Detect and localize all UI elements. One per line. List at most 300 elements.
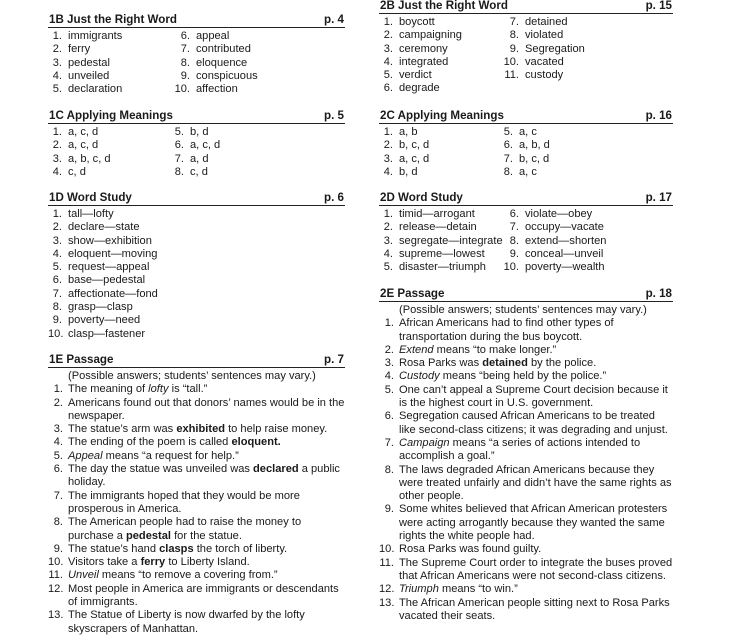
item-number: 6. <box>384 410 394 423</box>
list-item <box>48 516 345 543</box>
item-number: 5. <box>174 126 184 138</box>
item-text: Americans found out that donors’ names would be in the newspaper. <box>68 396 345 422</box>
section <box>379 190 673 274</box>
item-number: 9. <box>509 247 519 260</box>
item-number: 12. <box>379 583 395 596</box>
item-text: The statue’s arm was exhibited to help raise money. <box>68 423 328 436</box>
item-text: conspicuous <box>196 69 258 82</box>
list-item <box>379 43 462 56</box>
item-number: 8. <box>384 463 394 476</box>
item-text: The African American people sitting next to Rosa Parks vacated their seats. <box>399 596 670 622</box>
item-number: 2. <box>383 221 393 234</box>
list-item <box>499 43 585 56</box>
item-number: 1. <box>384 317 394 330</box>
answer-column <box>499 16 585 82</box>
item-text: One can’t appeal a Supreme Court decision because it is the highest court in U.S. government. <box>399 383 668 410</box>
item-text: eloquence <box>196 56 248 69</box>
item-number: 9. <box>53 542 63 555</box>
answer-column <box>499 208 606 274</box>
list-item <box>379 166 429 179</box>
item-text: base—pedestal <box>68 274 146 287</box>
item-number: 8. <box>53 516 63 529</box>
item-text: declare—state <box>68 221 140 234</box>
list-item <box>48 569 345 582</box>
list-item <box>170 139 220 152</box>
item-text: Segregation caused African Americans to be treated like second-class citizens; it was degrading and unjust. <box>399 410 668 436</box>
item-text: Some whites believed that African American protesters were acting arrogantly because they wanted the same rights the white people had. <box>399 503 668 543</box>
item-number: 4. <box>383 55 393 68</box>
item-number: 10. <box>379 543 395 556</box>
list-item <box>170 153 220 166</box>
item-text: integrated <box>399 55 449 68</box>
item-text: a, c <box>519 165 537 178</box>
item-number: 10. <box>503 55 519 68</box>
item-number: 1. <box>383 16 393 28</box>
item-text: Rosa Parks was found guilty. <box>399 543 542 556</box>
list-item <box>48 126 111 139</box>
item-number: 4. <box>53 436 63 449</box>
item-text: a, b, c, d <box>68 152 111 165</box>
section-title: 2D Word Study <box>380 191 463 204</box>
section-page: p. 17 <box>645 191 672 204</box>
item-number: 4. <box>52 247 62 260</box>
section <box>48 108 345 179</box>
item-text: Campaign means “a series of actions intended to accomplish a goal.” <box>399 436 641 463</box>
list-item <box>499 56 585 69</box>
answer-grid <box>379 126 673 179</box>
item-number: 10. <box>503 261 519 274</box>
item-text: release—detain <box>399 221 477 234</box>
item-text: a, c, d <box>68 139 99 152</box>
item-text: poverty—wealth <box>525 261 605 274</box>
list-item <box>48 153 111 166</box>
list-item <box>48 609 345 636</box>
item-number: 10. <box>48 556 64 569</box>
item-text: campaigning <box>399 29 462 42</box>
section-note: (Possible answers; students’ sentences may vary.) <box>68 370 316 382</box>
item-text: pedestal <box>68 56 110 69</box>
section-title: 1D Word Study <box>49 191 132 204</box>
answer-column <box>48 126 111 179</box>
item-text: The Supreme Court order to integrate the buses proved that African Americans were not second-class citizens. <box>399 556 673 582</box>
item-text: Rosa Parks was detained by the police. <box>399 357 597 370</box>
item-number: 6. <box>180 30 190 42</box>
item-text: segregate—integrate <box>399 234 503 247</box>
item-text: verdict <box>399 69 432 82</box>
item-number: 10. <box>48 327 64 340</box>
list-item <box>499 29 585 42</box>
item-text: a, b <box>399 126 418 138</box>
list-item <box>499 126 550 139</box>
section <box>48 352 345 636</box>
item-number: 3. <box>52 234 62 247</box>
section-title: 2C Applying Meanings <box>380 109 504 122</box>
section-page: p. 16 <box>645 109 672 122</box>
item-text: c, d <box>68 165 86 178</box>
item-number: 5. <box>52 261 62 274</box>
answer-grid <box>48 208 345 341</box>
item-number: 9. <box>384 503 394 516</box>
item-number: 7. <box>503 152 513 165</box>
answer-column <box>379 16 462 96</box>
item-text: African Americans had to find other types of transportation during the bus boycott. <box>399 317 614 343</box>
list-item <box>379 16 462 29</box>
section-header <box>48 352 345 368</box>
item-text: grasp—clasp <box>68 301 133 314</box>
item-text: a, c, d <box>190 139 221 152</box>
list-item <box>48 397 345 424</box>
item-text: custody <box>525 69 564 82</box>
item-text: a, c, d <box>68 126 99 138</box>
list-item <box>379 153 429 166</box>
item-text: supreme—lowest <box>399 247 485 260</box>
list-item <box>48 543 345 556</box>
item-text: poverty—need <box>68 314 141 327</box>
item-number: 2. <box>52 221 62 234</box>
item-number: 3. <box>383 42 393 55</box>
item-text: The Statue of Liberty is now dwarfed by the lofty skyscrapers of Manhattan. <box>68 609 305 635</box>
list-item <box>48 70 122 83</box>
item-number: 11. <box>504 69 519 82</box>
item-text: Appeal means “a request for help.” <box>68 449 239 462</box>
list-item <box>499 221 606 234</box>
item-text: extend—shorten <box>525 234 607 247</box>
item-number: 3. <box>52 56 62 69</box>
item-number: 8. <box>174 165 184 178</box>
answer-column <box>48 30 122 96</box>
item-text: affection <box>196 83 238 96</box>
item-number: 7. <box>509 16 519 28</box>
item-number: 5. <box>52 83 62 96</box>
item-number: 1. <box>52 126 62 138</box>
section-title: 1E Passage <box>49 353 114 366</box>
section-title: 1B Just the Right Word <box>49 13 177 26</box>
list-item <box>379 437 673 464</box>
item-number: 5. <box>383 69 393 82</box>
section-body <box>379 14 673 96</box>
section-page: p. 7 <box>324 353 344 366</box>
list-item <box>379 56 462 69</box>
item-number: 8. <box>509 234 519 247</box>
item-number: 2. <box>52 43 62 56</box>
section-body <box>48 124 345 179</box>
list-item <box>48 83 122 96</box>
list-item <box>48 274 158 287</box>
answer-grid <box>379 208 673 274</box>
list-item <box>170 166 220 179</box>
item-text: Segregation <box>525 42 585 55</box>
section-page: p. 5 <box>324 109 344 122</box>
list-item <box>499 166 550 179</box>
item-text: The day the statue was unveiled was declared a public holiday. <box>68 463 340 489</box>
item-number: 6. <box>53 463 63 476</box>
item-number: 4. <box>384 370 394 383</box>
list-item <box>48 490 345 517</box>
item-text: The statue’s hand clasps the torch of liberty. <box>68 542 288 555</box>
list-item <box>499 248 606 261</box>
item-text: b, c, d <box>519 152 550 165</box>
list-item <box>379 503 673 543</box>
item-number: 1. <box>52 30 62 42</box>
item-text: request—appeal <box>68 261 150 274</box>
item-text: immigrants <box>68 30 123 42</box>
item-number: 11. <box>379 556 394 569</box>
section-note: (Possible answers; students’ sentences may vary.) <box>399 304 647 316</box>
item-number: 7. <box>52 287 62 300</box>
item-text: b, d <box>190 126 209 138</box>
answer-column <box>379 126 429 179</box>
list-item <box>379 248 503 261</box>
item-number: 9. <box>180 69 190 82</box>
item-text: show—exhibition <box>68 234 152 247</box>
list-item <box>48 450 345 463</box>
item-number: 3. <box>384 357 394 370</box>
item-number: 4. <box>383 247 393 260</box>
item-text: Triumph means “to win.” <box>399 583 518 596</box>
item-number: 7. <box>53 489 63 502</box>
item-text: degrade <box>399 82 440 95</box>
item-number: 7. <box>174 152 184 165</box>
section-page: p. 18 <box>645 287 672 300</box>
section-header <box>48 12 345 28</box>
item-text: a, d <box>190 152 209 165</box>
list-item <box>48 556 345 569</box>
answer-column <box>170 30 258 96</box>
item-text: Most people in America are immigrants or descendants of immigrants. <box>68 582 339 609</box>
section-body <box>379 302 673 623</box>
item-text: Unveil means “to remove a covering from.” <box>68 569 278 582</box>
item-number: 3. <box>53 423 63 436</box>
list-item <box>379 317 673 344</box>
item-number: 2. <box>52 139 62 152</box>
list-item <box>48 208 158 221</box>
item-text: Custody means “being held by the police.” <box>399 370 607 383</box>
list-item <box>499 69 585 82</box>
item-number: 5. <box>383 261 393 274</box>
list-item <box>170 83 258 96</box>
item-number: 8. <box>52 301 62 314</box>
item-number: 6. <box>383 82 393 95</box>
list-item <box>170 126 220 139</box>
item-number: 8. <box>509 29 519 42</box>
list-item <box>379 370 673 383</box>
list-item <box>379 235 503 248</box>
item-text: boycott <box>399 16 435 28</box>
item-text: a, b, d <box>519 139 550 152</box>
list-item <box>48 30 122 43</box>
answer-column <box>48 208 158 341</box>
item-number: 2. <box>383 29 393 42</box>
item-text: Extend means “to make longer.” <box>399 343 557 356</box>
item-number: 8. <box>180 56 190 69</box>
list-item <box>379 208 503 221</box>
section <box>379 0 673 96</box>
answer-column <box>170 126 220 179</box>
list-item <box>170 43 258 56</box>
answer-column <box>379 208 503 274</box>
item-text: clasp—fastener <box>68 327 146 340</box>
item-number: 9. <box>52 314 62 327</box>
item-number: 3. <box>383 234 393 247</box>
item-number: 6. <box>52 274 62 287</box>
list-item <box>379 583 673 596</box>
list-item <box>379 384 673 411</box>
list-item <box>379 261 503 274</box>
item-number: 2. <box>53 396 63 409</box>
section-title: 2E Passage <box>380 287 445 300</box>
list-item <box>379 557 673 584</box>
item-text: timid—arrogant <box>399 208 475 220</box>
item-text: a, c, d <box>399 152 430 165</box>
list-item <box>379 29 462 42</box>
item-number: 4. <box>52 165 62 178</box>
list-item <box>48 43 122 56</box>
section-header <box>379 0 673 14</box>
item-number: 2. <box>383 139 393 152</box>
item-text: detained <box>525 16 568 28</box>
section-page: p. 6 <box>324 191 344 204</box>
section-title: 2B Just the Right Word <box>380 0 508 12</box>
item-number: 1. <box>383 126 393 138</box>
item-text: The meaning of lofty is “tall.” <box>68 383 208 396</box>
list-item <box>48 436 345 449</box>
list-item <box>48 288 158 301</box>
item-text: eloquent—moving <box>68 247 158 260</box>
section-header <box>379 108 673 124</box>
section-body <box>48 28 345 96</box>
list-item <box>379 597 673 624</box>
list-item <box>170 57 258 70</box>
list-item <box>499 235 606 248</box>
item-number: 4. <box>52 69 62 82</box>
section <box>379 108 673 179</box>
item-text: The American people had to raise the money to purchase a pedestal for the statue. <box>68 516 302 542</box>
item-text: occupy—vacate <box>525 221 604 234</box>
item-number: 6. <box>174 139 184 152</box>
item-text: violate—obey <box>525 208 593 220</box>
item-text: vacated <box>525 55 564 68</box>
list-item <box>379 139 429 152</box>
item-text: declaration <box>68 83 123 96</box>
list-item <box>48 221 158 234</box>
item-text: violated <box>525 29 564 42</box>
list-item <box>379 69 462 82</box>
section-body <box>48 368 345 636</box>
list-item <box>499 139 550 152</box>
list-item <box>48 463 345 490</box>
list-item <box>379 82 462 95</box>
list-item <box>499 153 550 166</box>
list-item <box>379 543 673 556</box>
section <box>48 190 345 341</box>
section-body <box>379 124 673 179</box>
list-item <box>48 139 111 152</box>
section-title: 1C Applying Meanings <box>49 109 173 122</box>
item-text: ferry <box>68 43 91 56</box>
list-item <box>170 70 258 83</box>
section <box>379 286 673 623</box>
section-body <box>379 206 673 274</box>
list-item <box>379 410 673 437</box>
section-header <box>48 190 345 206</box>
item-text: The laws degraded African Americans because they were treated unfairly and didn’t have the same rights as other people. <box>399 463 672 503</box>
item-number: 12. <box>48 582 64 595</box>
item-text: The immigrants hoped that they would be more prosperous in America. <box>68 489 300 515</box>
item-number: 3. <box>52 152 62 165</box>
item-text: The ending of the poem is called eloquent. <box>68 436 281 449</box>
item-text: b, c, d <box>399 139 430 152</box>
item-number: 7. <box>384 436 394 449</box>
item-text: disaster—triumph <box>399 261 486 274</box>
list-item <box>48 328 158 341</box>
item-text: conceal—unveil <box>525 247 604 260</box>
list-item <box>48 57 122 70</box>
item-number: 9. <box>509 42 519 55</box>
list-item <box>48 261 158 274</box>
list-item <box>379 126 429 139</box>
item-number: 1. <box>52 208 62 220</box>
list-item <box>170 30 258 43</box>
item-text: contributed <box>196 43 251 56</box>
item-number: 5. <box>384 383 394 396</box>
list-item <box>499 16 585 29</box>
item-number: 3. <box>383 152 393 165</box>
list-item <box>48 301 158 314</box>
item-number: 13. <box>379 596 395 609</box>
list-item <box>499 208 606 221</box>
list-item <box>499 261 606 274</box>
item-text: Visitors take a ferry to Liberty Island. <box>68 556 250 569</box>
answer-grid <box>48 30 345 96</box>
answer-column <box>499 126 550 179</box>
list-item <box>48 166 111 179</box>
item-number: 1. <box>383 208 393 220</box>
list-item <box>48 314 158 327</box>
item-text: ceremony <box>399 42 448 55</box>
item-text: c, d <box>190 165 208 178</box>
section-page: p. 15 <box>645 0 672 12</box>
list-item <box>48 583 345 610</box>
item-text: b, d <box>399 165 418 178</box>
list-item <box>379 464 673 504</box>
item-number: 2. <box>384 343 394 356</box>
section-header <box>379 190 673 206</box>
section-header <box>379 286 673 302</box>
list-item <box>48 248 158 261</box>
section <box>48 12 345 96</box>
section-page: p. 4 <box>324 13 344 26</box>
item-number: 5. <box>503 126 513 138</box>
list-item <box>379 221 503 234</box>
item-number: 5. <box>53 449 63 462</box>
answer-grid <box>48 126 345 179</box>
list-item <box>48 423 345 436</box>
item-number: 1. <box>53 383 63 396</box>
item-number: 13. <box>48 609 64 622</box>
item-text: unveiled <box>68 69 110 82</box>
list-item <box>48 235 158 248</box>
section-header <box>48 108 345 124</box>
answer-grid <box>379 16 673 96</box>
item-text: a, c <box>519 126 537 138</box>
item-number: 7. <box>180 43 190 56</box>
item-text: appeal <box>196 30 230 42</box>
item-number: 4. <box>383 165 393 178</box>
list-item <box>379 357 673 370</box>
item-text: tall—lofty <box>68 208 114 220</box>
item-number: 11. <box>48 569 63 582</box>
item-number: 8. <box>503 165 513 178</box>
